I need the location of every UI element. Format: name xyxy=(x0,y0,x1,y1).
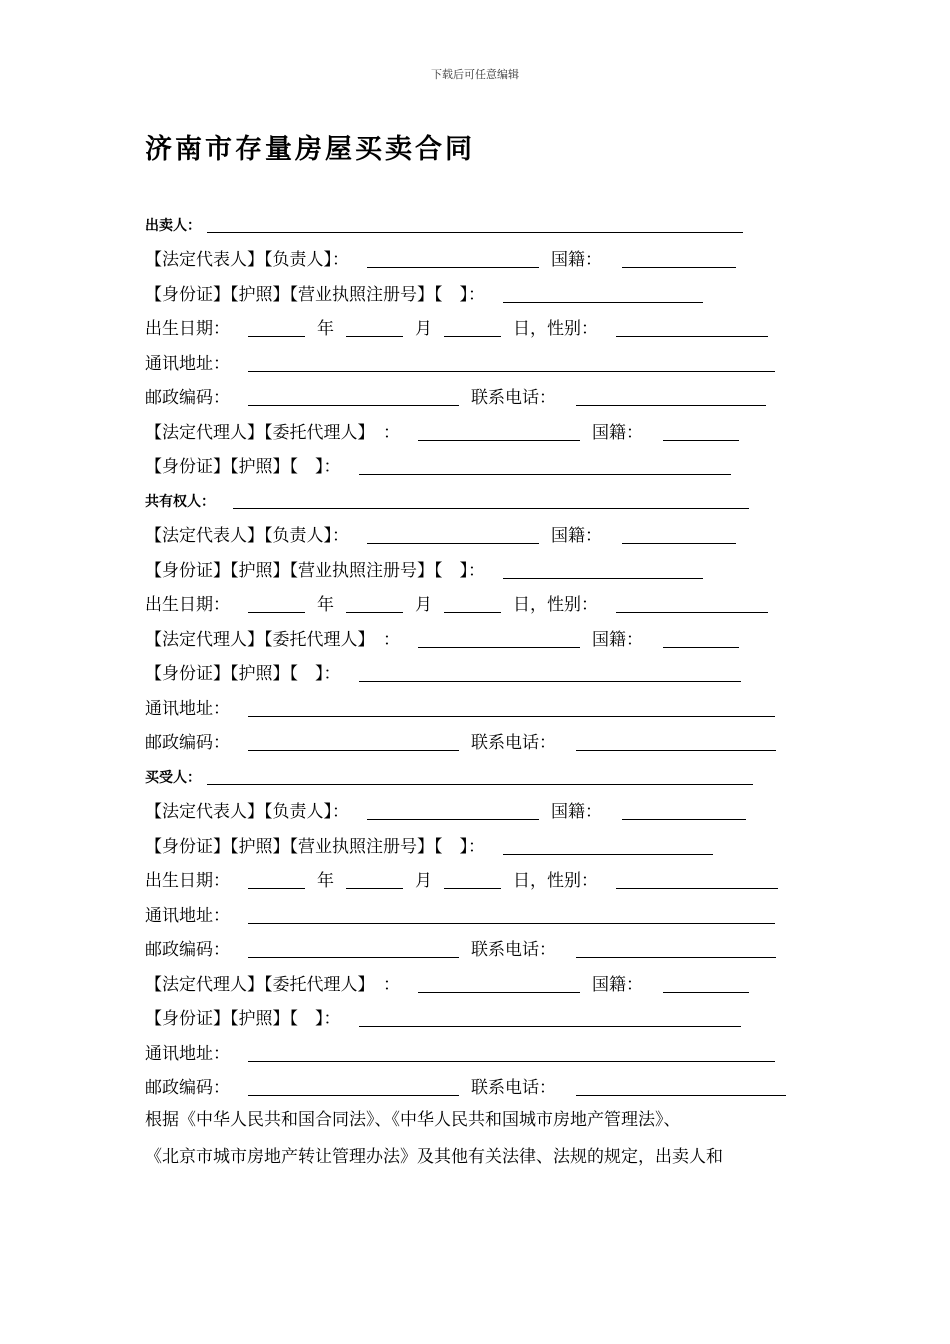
id-label: 【身份证】【护照】【营业执照注册号】【 】： xyxy=(145,560,485,581)
contract-form xyxy=(145,204,805,1101)
co-owner-agent-nationality-field[interactable] xyxy=(663,629,739,648)
buyer-agent-row xyxy=(145,963,805,998)
seller-agent-row xyxy=(145,411,805,446)
nationality-label: 国籍： xyxy=(592,422,643,443)
co-owner-label: 共有权人： xyxy=(145,493,215,510)
day-gender-label: 日，性别： xyxy=(513,595,598,615)
buyer-row xyxy=(145,756,805,791)
buyer-phone-field[interactable] xyxy=(576,939,776,958)
seller-postcode-row xyxy=(145,377,805,412)
agent-label: 【法定代理人】【委托代理人】 ： xyxy=(145,974,400,995)
day-gender-label: 日，性别： xyxy=(513,319,598,339)
co-owner-row xyxy=(145,480,805,515)
buyer-birth-month-field[interactable] xyxy=(346,870,403,889)
buyer-gender-field[interactable] xyxy=(616,870,778,889)
phone-label: 联系电话： xyxy=(471,940,556,960)
seller-id-row xyxy=(145,273,805,308)
co-owner-name-field[interactable] xyxy=(233,490,749,509)
seller-agent-field[interactable] xyxy=(418,422,580,441)
id-short-label: 【身份证】【护照】【 】： xyxy=(145,664,341,684)
buyer-name-field[interactable] xyxy=(207,766,753,785)
seller-birth-month-field[interactable] xyxy=(346,318,403,337)
nationality-label: 国籍： xyxy=(551,802,602,822)
seller-label: 出卖人： xyxy=(145,217,201,234)
id-short-label: 【身份证】【护照】【 】： xyxy=(145,1009,341,1029)
buyer-birth-day-field[interactable] xyxy=(444,870,501,889)
buyer-id-row xyxy=(145,825,805,860)
buyer-label: 买受人： xyxy=(145,769,201,786)
month-label: 月 xyxy=(415,319,432,339)
seller-agent-nationality-field[interactable] xyxy=(663,422,739,441)
birth-label: 出生日期： xyxy=(145,319,230,339)
contract-preamble xyxy=(145,1102,805,1176)
co-owner-legal-rep-row xyxy=(145,515,805,550)
seller-address-row xyxy=(145,342,805,377)
birth-label: 出生日期： xyxy=(145,595,230,615)
id-short-label: 【身份证】【护照】【 】： xyxy=(145,457,341,477)
seller-birth-row xyxy=(145,308,805,343)
co-owner-postcode-row xyxy=(145,722,805,757)
seller-legal-rep-field[interactable] xyxy=(367,249,539,268)
seller-id-field[interactable] xyxy=(503,284,703,303)
co-owner-postcode-field[interactable] xyxy=(248,732,459,751)
seller-gender-field[interactable] xyxy=(616,318,768,337)
buyer-birth-row xyxy=(145,860,805,895)
year-label: 年 xyxy=(317,595,334,615)
page-header-note: 下载后可任意编辑 xyxy=(431,68,519,81)
agent-label: 【法定代理人】【委托代理人】 ： xyxy=(145,629,400,650)
document-title: 济南市存量房屋买卖合同 xyxy=(145,134,475,165)
co-owner-birth-day-field[interactable] xyxy=(444,594,501,613)
seller-birth-year-field[interactable] xyxy=(248,318,305,337)
legal-rep-label: 【法定代表人】【负责人】： xyxy=(145,250,349,270)
co-owner-birth-month-field[interactable] xyxy=(346,594,403,613)
address-label: 通讯地址： xyxy=(145,353,230,374)
buyer-nationality-field[interactable] xyxy=(622,801,746,820)
buyer-agent-address-field[interactable] xyxy=(248,1043,775,1062)
co-owner-nationality-field[interactable] xyxy=(622,525,736,544)
phone-label: 联系电话： xyxy=(471,733,556,753)
address-label: 通讯地址： xyxy=(145,698,230,719)
buyer-agent-address-row xyxy=(145,1032,805,1067)
co-owner-id-row xyxy=(145,549,805,584)
address-label: 通讯地址： xyxy=(145,905,230,926)
buyer-agent-phone-field[interactable] xyxy=(576,1077,786,1096)
co-owner-legal-rep-field[interactable] xyxy=(367,525,539,544)
day-gender-label: 日，性别： xyxy=(513,871,598,891)
co-owner-birth-year-field[interactable] xyxy=(248,594,305,613)
id-label: 【身份证】【护照】【营业执照注册号】【 】： xyxy=(145,836,485,857)
year-label: 年 xyxy=(317,871,334,891)
year-label: 年 xyxy=(317,319,334,339)
co-owner-id-field[interactable] xyxy=(503,560,703,579)
buyer-postcode-field[interactable] xyxy=(248,939,459,958)
buyer-birth-year-field[interactable] xyxy=(248,870,305,889)
seller-birth-day-field[interactable] xyxy=(444,318,501,337)
co-owner-address-row xyxy=(145,687,805,722)
buyer-agent-id-field[interactable] xyxy=(359,1008,741,1027)
month-label: 月 xyxy=(415,871,432,891)
seller-row xyxy=(145,204,805,239)
phone-label: 联系电话： xyxy=(471,388,556,408)
seller-phone-field[interactable] xyxy=(576,387,766,406)
buyer-agent-postcode-row xyxy=(145,1067,805,1102)
seller-name-field[interactable] xyxy=(207,214,743,233)
co-owner-agent-field[interactable] xyxy=(418,629,580,648)
nationality-label: 国籍： xyxy=(551,250,602,270)
preamble-line-2: 《北京市城市房地产转让管理办法》及其他有关法律、法规的规定，出卖人和 xyxy=(145,1147,723,1167)
buyer-legal-rep-field[interactable] xyxy=(367,801,539,820)
seller-agent-id-field[interactable] xyxy=(359,456,731,475)
legal-rep-label: 【法定代表人】【负责人】： xyxy=(145,526,349,546)
co-owner-gender-field[interactable] xyxy=(616,594,768,613)
buyer-agent-nationality-field[interactable] xyxy=(663,974,749,993)
buyer-id-field[interactable] xyxy=(503,836,713,855)
id-label: 【身份证】【护照】【营业执照注册号】【 】： xyxy=(145,284,485,305)
buyer-postcode-row xyxy=(145,929,805,964)
co-owner-phone-field[interactable] xyxy=(576,732,776,751)
co-owner-agent-id-field[interactable] xyxy=(359,663,741,682)
buyer-agent-field[interactable] xyxy=(418,974,580,993)
seller-nationality-field[interactable] xyxy=(622,249,736,268)
nationality-label: 国籍： xyxy=(592,974,643,995)
co-owner-address-field[interactable] xyxy=(248,698,775,717)
month-label: 月 xyxy=(415,595,432,615)
seller-agent-id-row xyxy=(145,446,805,481)
co-owner-agent-row xyxy=(145,618,805,653)
postcode-label: 邮政编码： xyxy=(145,1078,230,1098)
seller-postcode-field[interactable] xyxy=(248,387,459,406)
buyer-legal-rep-row xyxy=(145,791,805,826)
phone-label: 联系电话： xyxy=(471,1078,556,1098)
buyer-address-row xyxy=(145,894,805,929)
buyer-address-field[interactable] xyxy=(248,905,775,924)
buyer-agent-postcode-field[interactable] xyxy=(248,1077,459,1096)
co-owner-agent-id-row xyxy=(145,653,805,688)
seller-address-field[interactable] xyxy=(248,353,775,372)
co-owner-birth-row xyxy=(145,584,805,619)
postcode-label: 邮政编码： xyxy=(145,940,230,960)
birth-label: 出生日期： xyxy=(145,871,230,891)
nationality-label: 国籍： xyxy=(551,526,602,546)
address-label: 通讯地址： xyxy=(145,1043,230,1064)
postcode-label: 邮政编码： xyxy=(145,733,230,753)
legal-rep-label: 【法定代表人】【负责人】： xyxy=(145,802,349,822)
nationality-label: 国籍： xyxy=(592,629,643,650)
seller-legal-rep-row xyxy=(145,239,805,274)
preamble-line-1: 根据《中华人民共和国合同法》、《中华人民共和国城市房地产管理法》、 xyxy=(145,1110,681,1130)
postcode-label: 邮政编码： xyxy=(145,388,230,408)
buyer-agent-id-row xyxy=(145,998,805,1033)
agent-label: 【法定代理人】【委托代理人】 ： xyxy=(145,422,400,443)
